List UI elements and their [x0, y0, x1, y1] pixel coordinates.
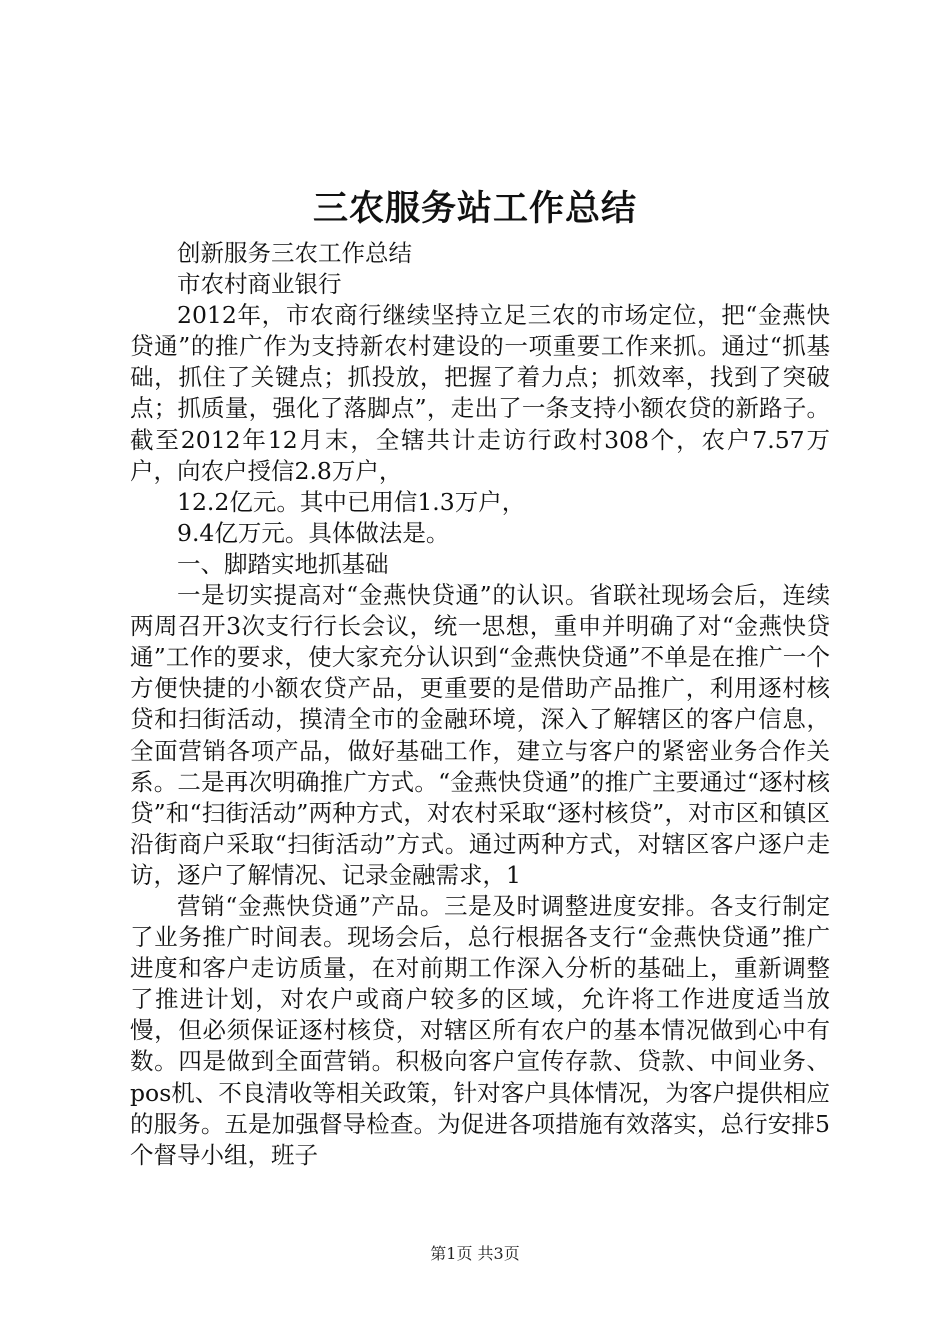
document-body: [130, 238, 830, 1171]
paragraph-subtitle: 创新服务三农工作总结: [177, 239, 412, 267]
paragraph-overview: 2012年，市农商行继续坚持立足三农的市场定位，把“金燕快贷通”的推广作为支持新农村建设的一项重要工作来抓。通过“抓基础，抓住了关键点；抓投放，把握了着力点；抓效率，找到了突破点；抓质量，强化了落脚点”，走出了一条支持小额农贷的新路子。截至2012年12月末，全辖共计走访行政村308个，农户7.57万户，向农户授信2.8万户，: [130, 301, 830, 485]
section-heading-1: 一、脚踏实地抓基础: [177, 549, 389, 578]
paragraph-credit-amount: 12.2亿元。其中已用信1.3万户，: [177, 487, 526, 516]
paragraph-used-amount: 9.4亿万元。具体做法是。: [177, 518, 450, 547]
document-title: 三农服务站工作总结: [312, 188, 637, 229]
page-footer: 第1页 共3页: [430, 1244, 520, 1263]
paragraph-section-1-continued: 营销“金燕快贷通”产品。三是及时调整进度安排。各支行制定了业务推广时间表。现场会后，总行根据各支行“金燕快贷通”推广进度和客户走访质量，在对前期工作深入分析的基础上，重新调整了推进计划，对农户或商户较多的区域，允许将工作进度适当放慢，但必须保证逐村核贷，对辖区所有农户的基本情况做到心中有数。四是做到全面营销。积极向客户宣传存款、贷款、中间业务、pos机、不良清收等相关政策，针对客户具体情况，为客户提供相应的服务。五是加强督导检查。为促进各项措施有效落实，总行安排5个督导小组，班子: [130, 891, 830, 1169]
paragraph-organization: 市农村商业银行: [177, 270, 342, 299]
paragraph-section-1-body: 一是切实提高对“金燕快贷通”的认识。省联社现场会后，连续两周召开3次支行行长会议，统一思想，重申并明确了对“金燕快贷通”工作的要求，使大家充分认识到“金燕快贷通”不单是在推广一个方便快捷的小额农贷产品，更重要的是借助产品推广，利用逐村核贷和扫街活动，摸清全市的金融环境，深入了解辖区的客户信息，全面营销各项产品，做好基础工作，建立与客户的紧密业务合作关系。二是再次明确推广方式。“金燕快贷通”的推广主要通过“逐村核贷”和“扫街活动”两种方式，对农村采取“逐村核贷”，对市区和镇区沿街商户采取“扫街活动”方式。通过两种方式，对辖区客户逐户走访，逐户了解情况、记录金融需求，1: [130, 581, 830, 889]
